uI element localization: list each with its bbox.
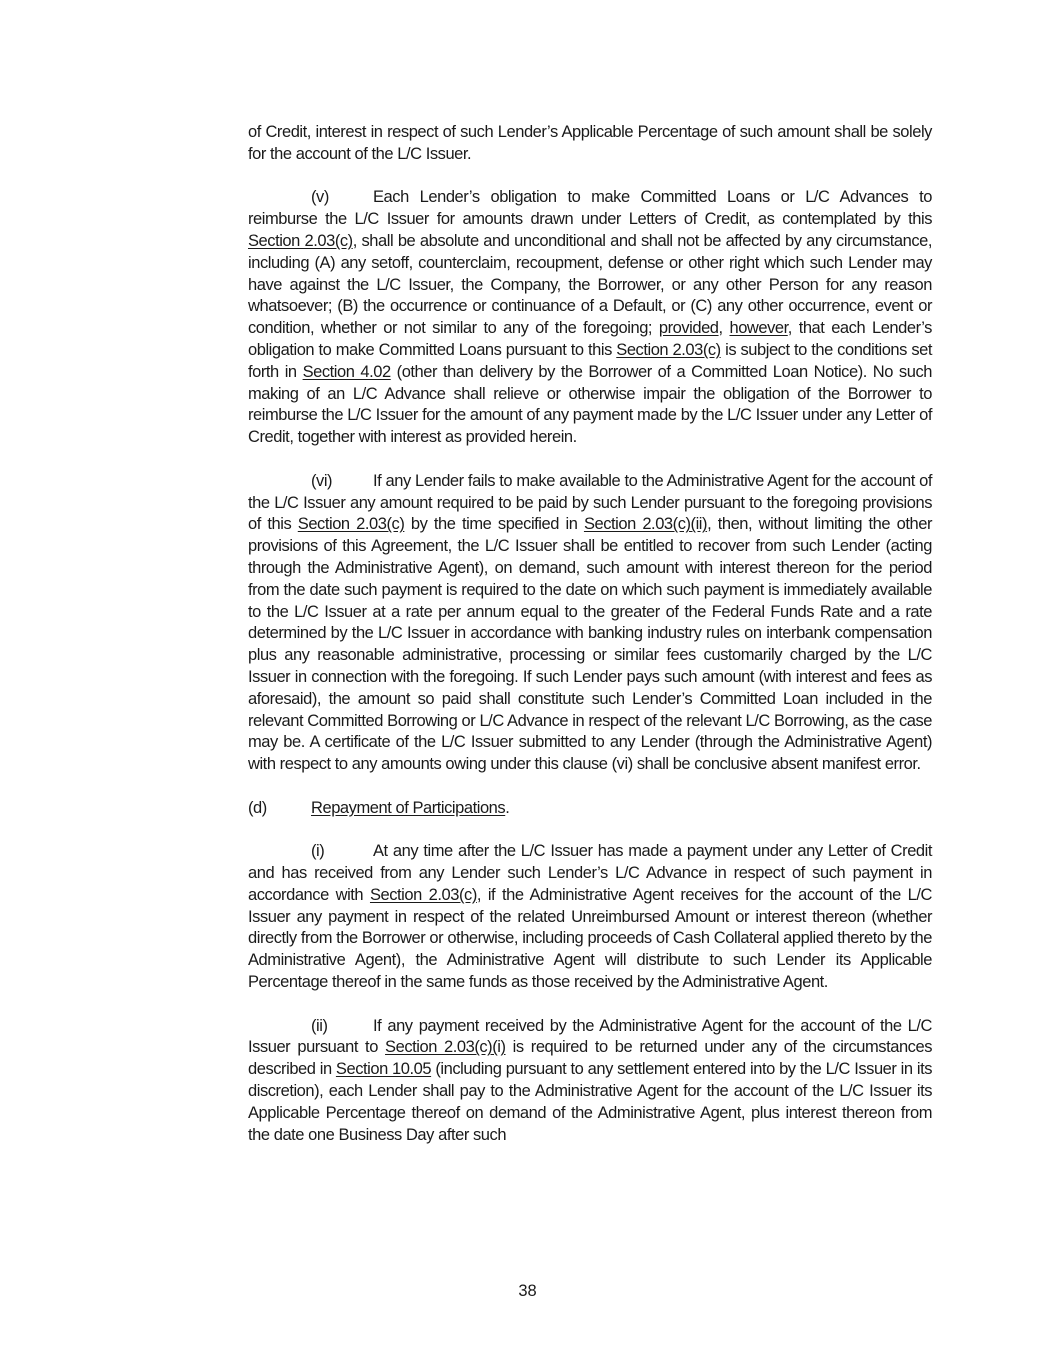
clause-number: (v) bbox=[311, 188, 329, 207]
section-reference: Section 2.03(c)(ii) bbox=[583, 515, 708, 534]
heading-period: . bbox=[505, 798, 510, 817]
paragraph-text: If any Lender fails to make available to the Administrative Agent for the account of the L/C Issuer any amount required to be paid by such Lender pursuant to the foregoing provisions of this bbox=[248, 471, 932, 534]
paragraph-text: of Credit, interest in respect of such Lender’s Applicable Percentage of such amount shall be solely for the account of the L/C Issuer. bbox=[248, 123, 932, 163]
paragraph-text: , if the Administrative Agent receives for the account of the L/C Issuer any payment in respect of the related Unreimbursed Amount or interest thereon (whether directly from the Borrower or otherwise, including proceeds of Cash Collateral applied thereto by the Administrative Agent), the Administrative Agent will distribute to such Lender its Applicable Percentage thereof in the same funds as those received by the Administrative Agent. bbox=[248, 885, 932, 992]
section-reference: Section 2.03(c) bbox=[297, 515, 405, 534]
paragraph-text: , bbox=[718, 319, 730, 338]
paragraph-vi bbox=[248, 471, 932, 776]
proviso-term: however bbox=[729, 319, 788, 338]
section-reference: Section 2.03(c) bbox=[369, 885, 477, 904]
section-heading-d bbox=[248, 798, 932, 820]
clause-number: (ii) bbox=[311, 1016, 328, 1035]
document-body bbox=[248, 122, 932, 1168]
section-reference: Section 4.02 bbox=[302, 362, 391, 381]
section-reference: Section 10.05 bbox=[335, 1060, 432, 1079]
clause-number: (i) bbox=[311, 842, 325, 861]
section-reference: Section 2.03(c) bbox=[616, 340, 721, 359]
page-number: 38 bbox=[518, 1282, 537, 1300]
paragraph-text: At any time after the L/C Issuer has made a payment under any Letter of Credit and has received from any Lender such Lender’s L/C Advance in respect of such payment in accordance with bbox=[248, 842, 932, 904]
paragraph-text: (including pursuant to any settlement entered into by the L/C Issuer in its discretion), each Lender shall pay to the Administrative Agent for the account of the L/C Issuer its Applicable Percentage thereof on demand of the Administrative Agent, plus interest thereon from the date one Business Day after such bbox=[248, 1060, 933, 1144]
paragraph-continuation bbox=[248, 122, 932, 166]
paragraph-i bbox=[248, 841, 932, 994]
paragraph-text: is subject to the conditions set forth in bbox=[248, 340, 932, 381]
paragraph-ii bbox=[248, 1016, 932, 1147]
section-reference: Section 2.03(c) bbox=[248, 231, 353, 250]
paragraph-text: (other than delivery by the Borrower of a Committed Loan Notice). No such making of an L/C Advance shall relieve or otherwise impair the obligation of the Borrower to reimburse the L/C Issuer for the amount of any payment made by the L/C Issuer under any Letter of Credit, together with interest as provided herein. bbox=[248, 362, 932, 447]
paragraph-text: , shall be absolute and unconditional and shall not be affected by any circumstance, including (A) any setoff, counterclaim, recoupment, defense or other right which such Lender may have against the L/C Issuer, the Company, the Borrower, or any other Person for any reason whatsoever; (B) the occurrence or continuance of a Default, or (C) any other occurrence, event or condition, whether or not similar to any of the foregoing; bbox=[248, 231, 932, 338]
proviso-term: provided bbox=[658, 319, 719, 338]
section-title: Repayment of Participations bbox=[311, 798, 506, 817]
paragraph-text: by the time specified in bbox=[404, 515, 584, 534]
paragraph-text: , that each Lender’s obligation to make Committed Loans pursuant to this bbox=[248, 319, 932, 359]
clause-number: (d) bbox=[248, 798, 267, 817]
paragraph-text: Each Lender’s obligation to make Committed Loans or L/C Advances to reimburse the L/C Issuer for amounts drawn under Letters of Credit, as contemplated by this bbox=[248, 188, 932, 229]
section-reference: Section 2.03(c)(i) bbox=[385, 1038, 506, 1057]
paragraph-text: is required to be returned under any of the circumstances described in bbox=[248, 1038, 933, 1079]
paragraph-text: , then, without limiting the other provisions of this Agreement, the L/C Issuer shall be entitled to recover from such Lender (acting through the Administrative Agent), on demand, such amount with interest thereon for the period from the date such payment is required to the date on which such payment is immediately available to the L/C Issuer at a rate per annum equal to the greater of the Federal Funds Rate and a rate determined by the L/C Issuer in accordance with banking industry rules on interbank compensation plus any reasonable administrative, processing or similar fees customarily charged by the L/C Issuer in connection with the foregoing. If such Lender pays such amount (with interest and fees as aforesaid), the amount so paid shall constitute such Lender’s Committed Loan included in the relevant Committed Borrowing or L/C Advance in respect of the relevant L/C Borrowing, as the case may be. A certificate of the L/C Issuer submitted to any Lender (through the Administrative Agent) with respect to any amounts owing under this clause (vi) shall be conclusive absent manifest error. bbox=[248, 515, 933, 774]
paragraph-text: If any payment received by the Administrative Agent for the account of the L/C Issuer pursuant to bbox=[248, 1016, 932, 1057]
paragraph-v bbox=[248, 187, 932, 449]
clause-number: (vi) bbox=[311, 471, 333, 490]
